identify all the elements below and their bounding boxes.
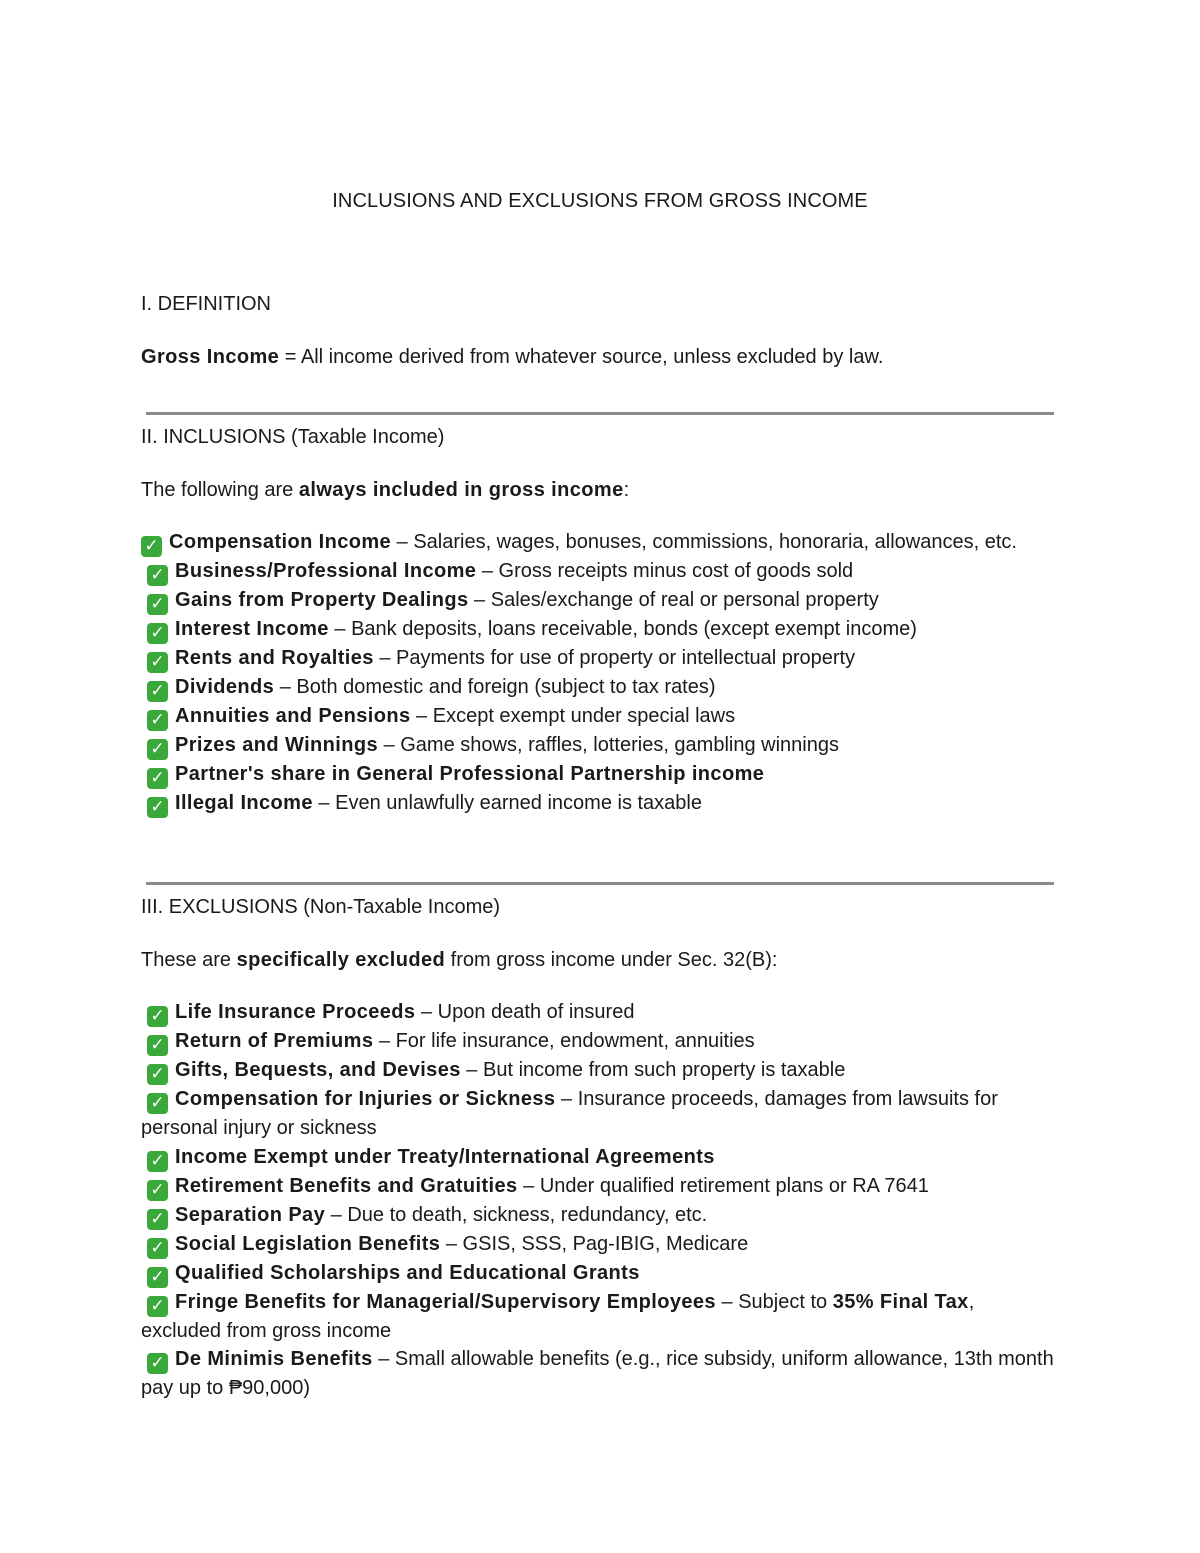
check-mark-icon: ✓ — [147, 1238, 168, 1259]
item-text: – Payments for use of property or intellectual property — [373, 647, 856, 669]
list-item — [141, 528, 1056, 557]
item-text-end: , excluded from gross income — [141, 1290, 975, 1342]
list-item — [141, 1259, 1056, 1288]
item-text: – Upon death of insured — [415, 1001, 635, 1023]
list-item — [141, 1143, 1056, 1172]
list-item — [141, 1027, 1056, 1056]
inclusions-intro — [141, 476, 1056, 505]
item-term: Illegal Income — [175, 792, 313, 814]
document-title: INCLUSIONS AND EXCLUSIONS FROM GROSS INCOME — [332, 190, 868, 212]
intro-bold: always included in gross income — [298, 479, 624, 501]
list-item — [141, 1201, 1056, 1230]
list-item — [141, 557, 1056, 586]
list-item — [141, 1345, 1056, 1403]
item-text: – GSIS, SSS, Pag-IBIG, Medicare — [440, 1232, 749, 1255]
list-item — [141, 1172, 1056, 1201]
item-text: – Except exempt under special laws — [410, 705, 736, 727]
item-text: – Sales/exchange of real or personal property — [468, 589, 879, 611]
item-term: Interest Income — [175, 618, 329, 640]
list-item — [141, 731, 1056, 760]
item-text: – But income from such property is taxable — [460, 1059, 846, 1081]
list-item — [141, 615, 1056, 644]
item-text: – Both domestic and foreign (subject to tax rates) — [274, 676, 716, 698]
section-divider — [146, 882, 1054, 885]
item-term: Compensation Income — [169, 531, 392, 553]
check-mark-icon: ✓ — [147, 710, 168, 731]
item-text: – Game shows, raffles, lotteries, gambling winnings — [378, 734, 839, 756]
item-term: Return of Premiums — [175, 1030, 374, 1052]
list-item — [141, 673, 1056, 702]
list-item — [141, 644, 1056, 673]
definition-body: = All income derived from whatever source, unless excluded by law. — [279, 346, 884, 368]
list-item — [141, 1288, 1056, 1346]
intro-text-end: from gross income under Sec. 32(B): — [445, 949, 778, 971]
check-mark-icon: ✓ — [147, 1151, 168, 1172]
item-term: Qualified Scholarships and Educational Grants — [175, 1261, 640, 1284]
intro-text-end: : — [623, 479, 630, 501]
check-mark-icon: ✓ — [147, 565, 168, 586]
item-term: Fringe Benefits for Managerial/Supervisory Employees — [175, 1290, 716, 1313]
inclusions-list — [141, 528, 1056, 818]
item-term: Social Legislation Benefits — [175, 1232, 441, 1255]
list-item — [141, 1230, 1056, 1259]
check-mark-icon: ✓ — [147, 768, 168, 789]
check-mark-icon: ✓ — [147, 1296, 168, 1317]
definition-text — [141, 343, 1056, 372]
exclusions-list — [141, 998, 1056, 1403]
check-mark-icon: ✓ — [147, 1353, 168, 1374]
exclusions-heading: III. EXCLUSIONS (Non-Taxable Income) — [141, 896, 501, 918]
check-mark-icon: ✓ — [147, 1209, 168, 1230]
item-term-emphasis: 35% Final Tax — [832, 1290, 969, 1313]
item-term: Gains from Property Dealings — [175, 589, 469, 611]
item-text: – Salaries, wages, bonuses, commissions, honoraria, allowances, etc. — [391, 531, 1017, 553]
check-mark-icon: ✓ — [147, 739, 168, 760]
item-term: Gifts, Bequests, and Devises — [175, 1059, 461, 1081]
item-text: – Under qualified retirement plans or RA 7641 — [517, 1174, 929, 1197]
check-mark-icon: ✓ — [147, 1064, 168, 1085]
list-item — [141, 1056, 1056, 1085]
item-text: – Bank deposits, loans receivable, bonds (except exempt income) — [328, 618, 917, 640]
item-term: Annuities and Pensions — [175, 705, 411, 727]
item-text: – Insurance proceeds, damages from lawsuits for personal injury or sickness — [141, 1088, 998, 1139]
item-term: Business/Professional Income — [175, 560, 477, 582]
item-term: Retirement Benefits and Gratuities — [175, 1174, 518, 1197]
definition-heading: I. DEFINITION — [141, 293, 271, 315]
check-mark-icon: ✓ — [147, 1267, 168, 1288]
check-mark-icon: ✓ — [147, 797, 168, 818]
item-text: – Small allowable benefits (e.g., rice subsidy, uniform allowance, 13th month pay up to ₱90,000) — [141, 1348, 1054, 1400]
item-term: Dividends — [175, 676, 275, 698]
intro-text: These are — [141, 949, 237, 971]
item-term: Prizes and Winnings — [175, 734, 379, 756]
item-term: Separation Pay — [175, 1203, 326, 1226]
inclusions-heading: II. INCLUSIONS (Taxable Income) — [141, 426, 445, 448]
check-mark-icon: ✓ — [147, 1093, 168, 1114]
check-mark-icon: ✓ — [147, 1180, 168, 1201]
item-text: – Even unlawfully earned income is taxable — [312, 792, 702, 814]
item-text: – Gross receipts minus cost of goods sold — [476, 560, 854, 582]
check-mark-icon: ✓ — [147, 623, 168, 644]
item-term: Compensation for Injuries or Sickness — [175, 1088, 556, 1110]
exclusions-intro — [141, 946, 1056, 975]
check-mark-icon: ✓ — [147, 681, 168, 702]
item-term: Income Exempt under Treaty/International Agreements — [175, 1145, 715, 1168]
item-text: – Due to death, sickness, redundancy, etc. — [325, 1203, 708, 1226]
list-item — [141, 789, 1056, 818]
check-mark-icon: ✓ — [147, 1006, 168, 1027]
definition-term: Gross Income — [141, 346, 280, 368]
item-term: Rents and Royalties — [175, 647, 374, 669]
item-term: De Minimis Benefits — [175, 1348, 373, 1371]
list-item — [141, 760, 1056, 789]
check-mark-icon: ✓ — [141, 536, 162, 557]
list-item — [141, 586, 1056, 615]
list-item — [141, 1085, 1056, 1143]
item-term: Partner's share in General Professional Partnership income — [175, 763, 765, 785]
intro-bold: specifically excluded — [236, 949, 446, 971]
check-mark-icon: ✓ — [147, 594, 168, 615]
item-text: – Subject to — [715, 1290, 833, 1313]
check-mark-icon: ✓ — [147, 1035, 168, 1056]
item-text: – For life insurance, endowment, annuities — [373, 1030, 755, 1052]
intro-text: The following are — [141, 479, 299, 501]
list-item — [141, 998, 1056, 1027]
item-term: Life Insurance Proceeds — [175, 1001, 416, 1023]
list-item — [141, 702, 1056, 731]
check-mark-icon: ✓ — [147, 652, 168, 673]
section-divider — [146, 412, 1054, 415]
